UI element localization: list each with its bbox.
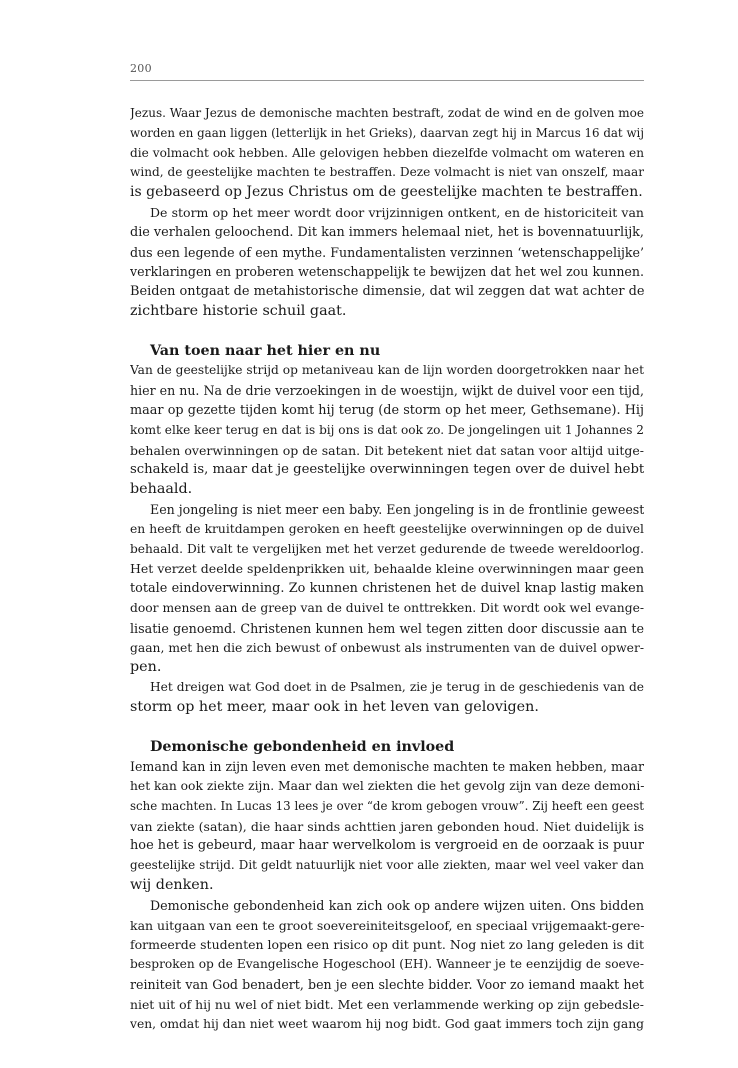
- text-line: Beiden ontgaat de metahistorische dimensie, dat wil zeggen dat wat achter de: [130, 284, 644, 300]
- text-line: niet uit of hij nu wel of niet bidt. Met een verlammende werking op zijn gebedsle-: [130, 996, 644, 1012]
- text-line: hoe het is gebeurd, maar haar wervelkolom is vergroeid en de oorzaak is puur: [130, 838, 644, 854]
- section-toen: [130, 342, 644, 718]
- page-number: 200: [130, 62, 152, 75]
- text-line: wind, de geestelijke machten te bestraffen. Deze volmacht is niet van onszelf, maar: [130, 165, 644, 180]
- text-line: komt elke keer terug en dat is bij ons is dat ook zo. De jongelingen uit 1 Johannes 2: [130, 422, 644, 437]
- text-line: Van de geestelijke strijd op metaniveau kan de lijn worden doorgetrokken naar het: [130, 363, 644, 378]
- body-text: [130, 104, 644, 1034]
- text-line: wij denken.: [130, 877, 214, 894]
- text-line: formeerde studenten lopen een risico op dit punt. Nog niet zo lang geleden is dit: [130, 937, 644, 953]
- text-line: door mensen aan de greep van de duivel te onttrekken. Dit wordt ook wel evange-: [130, 600, 644, 615]
- text-line: zichtbare historie schuil gaat.: [130, 302, 347, 319]
- text-line: Jezus. Waar Jezus de demonische machten bestraft, zodat de wind en de golven moe: [130, 106, 644, 120]
- text-line: sche machten. In Lucas 13 lees je over “de krom gebogen vrouw”. Zij heeft een geest: [130, 798, 644, 813]
- text-line: Een jongeling is niet meer een baby. Een jongeling is in de frontlinie geweest: [150, 501, 644, 517]
- text-line: dus een legende of een mythe. Fundamentalisten verzinnen ‘wetenschappelijke’: [130, 244, 644, 260]
- text-line: behaald.: [130, 481, 193, 498]
- text-line: maar op gezette tijden komt hij terug (de storm op het meer, Gethsemane). Hij: [130, 402, 644, 418]
- text-line: van ziekte (satan), die haar sinds achttien jaren gebonden houd. Niet duidelijk is: [130, 818, 644, 834]
- text-line: reiniteit van God benadert, ben je een slechte bidder. Voor zo iemand maakt het: [130, 977, 644, 993]
- text-line: gaan, met hen die zich bewust of onbewust als instrumenten van de duivel opwer-: [130, 640, 644, 655]
- text-line: storm op het meer, maar ook in het leven van gelovigen.: [130, 698, 539, 715]
- text-line: Het dreigen wat God doet in de Psalmen, zie je terug in de geschiedenis van de: [150, 680, 644, 695]
- text-line: behaald. Dit valt te vergelijken met het verzet gedurende de tweede wereldoorlog.: [130, 541, 644, 556]
- section-gap: [130, 718, 644, 738]
- text-line: het kan ook ziekte zijn. Maar dan wel ziekten die het gevolg zijn van deze demoni-: [130, 779, 644, 794]
- text-line: Het verzet deelde speldenprikken uit, behaalde kleine overwinningen maar geen: [130, 561, 644, 577]
- text-line: behalen overwinningen op de satan. Dit betekent niet dat satan voor altijd uitge-: [130, 442, 644, 458]
- text-line: en heeft de kruitdampen geroken en heeft geestelijke overwinningen op de duivel: [130, 521, 644, 536]
- text-line: schakeld is, maar dat je geestelijke overwinningen tegen over de duivel hebt: [130, 462, 644, 478]
- text-line: ven, omdat hij dan niet weet waarom hij nog bidt. God gaat immers toch zijn gang: [130, 1016, 644, 1031]
- text-line: geestelijke strijd. Dit geldt natuurlijk niet voor alle ziekten, maar wel veel vaker dan: [130, 858, 644, 873]
- section-intro: [130, 104, 644, 322]
- section-gap: [130, 322, 644, 342]
- text-line: hier en nu. Na de drie verzoekingen in de woestijn, wijkt de duivel voor een tijd,: [130, 383, 644, 399]
- text-line: De storm op het meer wordt door vrijzinnigen ontkent, en de historiciteit van: [150, 204, 644, 220]
- text-line: pen.: [130, 659, 162, 676]
- text-line: Demonische gebondenheid kan zich ook op andere wijzen uiten. Ons bidden: [150, 897, 644, 913]
- header-rule: [130, 80, 644, 81]
- text-line: kan uitgaan van een te groot soevereiniteitsgeloof, en speciaal vrijgemaakt-gere-: [130, 917, 644, 933]
- section-heading: Van toen naar het hier en nu: [150, 342, 381, 359]
- text-line: besproken op de Evangelische Hogeschool (EH). Wanneer je te eenzijdig de soeve-: [130, 957, 644, 972]
- text-line: is gebaseerd op Jezus Christus om de geestelijke machten te bestraffen.: [130, 184, 643, 201]
- section-heading: Demonische gebondenheid en invloed: [150, 738, 455, 755]
- text-line: die verhalen geloochend. Dit kan immers helemaal niet, het is bovennatuurlijk,: [130, 224, 644, 240]
- text-line: Iemand kan in zijn leven even met demonische machten te maken hebben, maar: [130, 759, 644, 775]
- text-line: die volmacht ook hebben. Alle gelovigen hebben diezelfde volmacht om wateren en: [130, 145, 644, 160]
- text-line: verklaringen en proberen wetenschappelijk te bewijzen dat het wel zou kunnen.: [130, 264, 644, 280]
- text-line: totale eindoverwinning. Zo kunnen christenen het de duivel knap lastig maken: [130, 581, 644, 597]
- text-line: lisatie genoemd. Christenen kunnen hem wel tegen zitten door discussie aan te: [130, 620, 644, 636]
- section-demonisch: [130, 738, 644, 1035]
- text-line: worden en gaan liggen (letterlijk in het Grieks), daarvan zegt hij in Marcus 16 dat wij: [130, 125, 644, 140]
